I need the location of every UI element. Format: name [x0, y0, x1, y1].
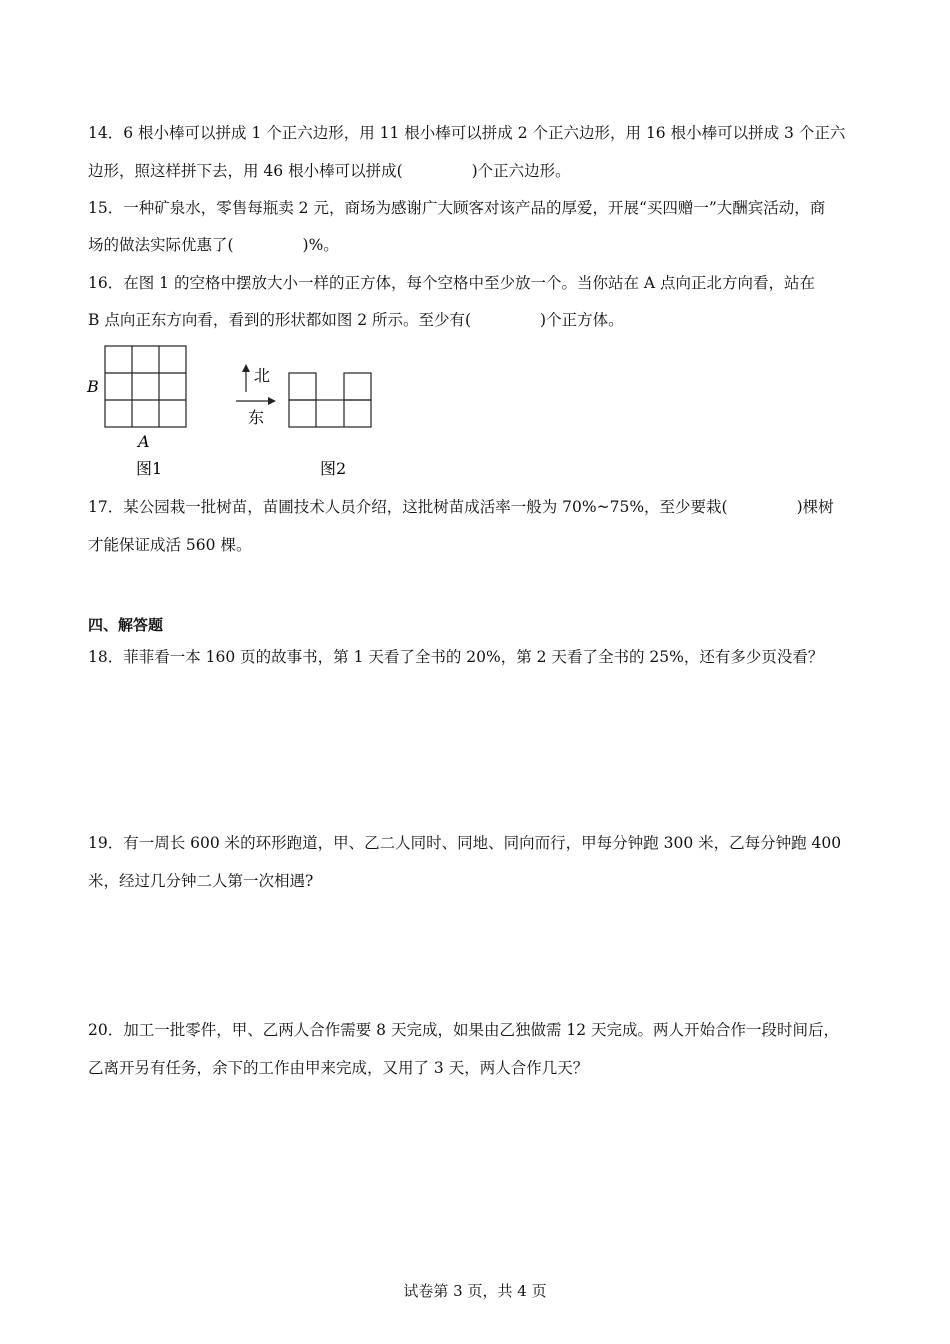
- figure1-label-b: B: [87, 377, 99, 396]
- q15-line1: 15．一种矿泉水，零售每瓶卖 2 元，商场为感谢广大顾客对该产品的厚爱，开展“买四赠一”大酬宾活动，商: [88, 199, 826, 217]
- east-label: 东: [248, 408, 265, 427]
- page-footer: 试卷第 3 页，共 4 页: [403, 1282, 547, 1300]
- q18-line1: 18．菲菲看一本 160 页的故事书，第 1 天看了全书的 20%，第 2 天看了全书的 25%，还有多少页没看？: [88, 648, 824, 666]
- q16-line2: B 点向正东方向看，看到的形状都如图 2 所示。至少有( )个正方体。: [88, 311, 624, 329]
- figure1-label-a: A: [138, 432, 150, 451]
- figure2-shape: [289, 373, 371, 427]
- section-heading: 四、解答题: [88, 616, 164, 634]
- north-label: 北: [254, 366, 271, 385]
- q15-line2: 场的做法实际优惠了( )%。: [88, 236, 339, 254]
- q19-line1: 19．有一周长 600 米的环形跑道，甲、乙二人同时、同地、同向而行，甲每分钟跑 300 米，乙每分钟跑 400: [88, 834, 842, 852]
- figure1-grid: [105, 346, 186, 427]
- q14-line1: 14．6 根小棒可以拼成 1 个正六边形，用 11 根小棒可以拼成 2 个正六边形，用 16 根小棒可以拼成 3 个正六: [88, 124, 846, 142]
- q19-line2: 米，经过几分钟二人第一次相遇?: [88, 872, 314, 890]
- figure2-caption: 图2: [320, 459, 347, 478]
- q14-line2: 边形，照这样拼下去，用 46 根小棒可以拼成( )个正六边形。: [88, 162, 571, 180]
- q16-line1: 16．在图 1 的空格中摆放大小一样的正方体，每个空格中至少放一个。当你站在 A 点向正北方向看，站在: [88, 274, 815, 292]
- q20-line2: 乙离开另有任务，余下的工作由甲来完成，又用了 3 天，两人合作几天？: [88, 1059, 589, 1077]
- q20-line1: 20．加工一批零件，甲、乙两人合作需要 8 天完成，如果由乙独做需 12 天完成。两人开始合作一段时间后，: [88, 1021, 840, 1039]
- figure1-caption: 图1: [136, 459, 163, 478]
- q17-line2: 才能保证成活 560 棵。: [88, 536, 252, 554]
- q17-line1: 17．某公园栽一批树苗，苗圃技术人员介绍，这批树苗成活率一般为 70%~75%，至少要栽( )棵树: [88, 498, 834, 516]
